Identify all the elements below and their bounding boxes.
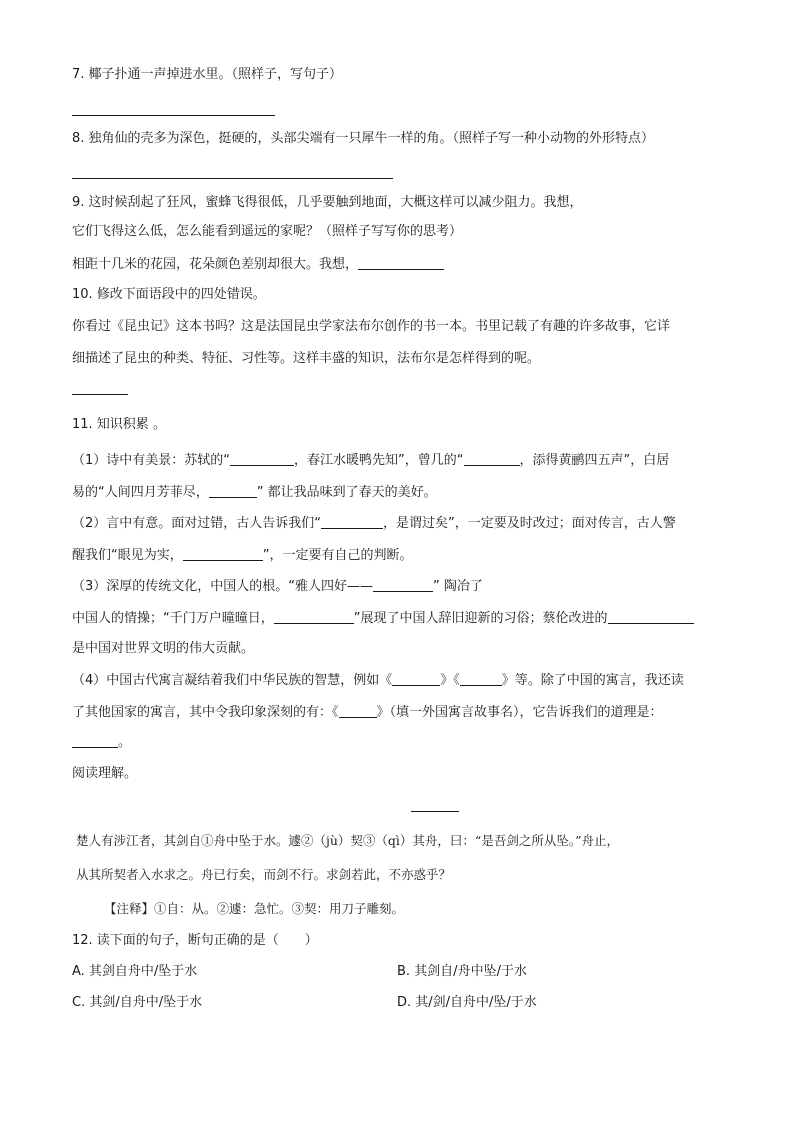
- blank-q11-3c[interactable]: [608, 610, 694, 624]
- question-10-para1: 你看过《昆虫记》这本书吗？这是法国昆虫学家法布尔创作的书一本。书里记载了有趣的许多故事，它详: [72, 319, 671, 334]
- question-10-para2: 细描述了昆虫的种类、特征、习性等。这样丰盛的知识，法布尔是怎样得到的呢。: [72, 351, 541, 366]
- question-12-stem: 12. 读下面的句子，断句正确的是（ ）: [72, 933, 318, 948]
- blank-q11-2a[interactable]: [321, 515, 383, 529]
- answer-line-q7[interactable]: [72, 115, 275, 116]
- blank-q11-3b[interactable]: [274, 610, 354, 624]
- blank-q11-2b[interactable]: [183, 547, 263, 561]
- blank-q9[interactable]: [358, 256, 444, 270]
- blank-q11-1c[interactable]: [209, 484, 257, 498]
- blank-q11-1a[interactable]: [230, 452, 294, 466]
- blank-q11-1b[interactable]: [464, 452, 520, 466]
- blank-q11-4a[interactable]: [392, 672, 440, 686]
- answer-line-q8[interactable]: [72, 178, 393, 179]
- question-11-part1-line2: 易的“人间四月芳菲尽， ” 都让我品味到了春天的美好。: [72, 485, 437, 500]
- option-c[interactable]: C. 其剑/自舟中/坠于水: [72, 995, 203, 1010]
- question-7: 7. 椰子扑通一声掉进水里。（照样子，写句子）: [72, 67, 343, 82]
- blank-q11-4b[interactable]: [460, 672, 502, 686]
- question-11-part4-line1: （4）中国古代寓言凝结着我们中华民族的智慧，例如《 》《 》等。除了中国的寓言，我还读: [72, 673, 684, 688]
- option-d[interactable]: D. 其/剑/自舟中/坠/于水: [397, 995, 537, 1010]
- question-11-part2-line1: （2）言中有意。面对过错，古人告诉我们“ ，是谓过矣”，一定要及时改过；面对传言，古人警: [72, 516, 676, 531]
- question-11-part3-line1: （3）深厚的传统文化，中国人的根。“雅人四好—— ” 陶冶了: [72, 579, 483, 594]
- question-11-part3-line2: 中国人的情操；“千门万户曈曈日， ”展现了中国人辞旧迎新的习俗；蔡伦改进的: [72, 610, 694, 628]
- question-11-title: 11. 知识积累 。: [72, 417, 166, 432]
- blank-q11-4d[interactable]: [72, 734, 118, 748]
- reading-passage-line2: 从其所契者入水求之。舟已行矣，而剑不行。求剑若此，不亦惑乎？: [76, 867, 452, 882]
- blank-q11-3a[interactable]: [373, 578, 433, 592]
- passage-title-line: [411, 811, 459, 812]
- question-9-line3: 相距十几米的花园，花朵颜色差别却很大。我想，: [72, 256, 444, 274]
- question-9-line2: 它们飞得这么低，怎么能看到遥远的家呢？（照样子写写你的思考）: [72, 224, 463, 239]
- question-11-part4-line3: 。: [72, 734, 131, 752]
- question-11-part3-line3: 是中国对世界文明的伟大贡献。: [72, 641, 255, 656]
- question-10-title: 10. 修改下面语段中的四处错误。: [72, 287, 266, 302]
- reading-heading: 阅读理解。: [72, 766, 138, 781]
- blank-q11-4c[interactable]: [339, 704, 377, 718]
- reading-passage-line1: 楚人有涉江者，其剑自①舟中坠于水。遽②（jù）契③（qì）其舟，曰：“是吾剑之所从坠。”舟止，: [76, 833, 619, 848]
- question-11-part2-line2: 醒我们“眼见为实， ”，一定要有自己的判断。: [72, 548, 413, 563]
- option-a[interactable]: A. 其剑自舟中/坠于水: [72, 964, 198, 979]
- answer-line-q10[interactable]: [72, 394, 128, 395]
- question-11-part4-line2: 了其他国家的寓言，其中令我印象深刻的有：《 》（填一外国寓言故事名），它告诉我们的道理是：: [72, 705, 663, 720]
- reading-notes: 【注释】①自：从。②遽：急忙。③契：用刀子雕刻。: [104, 901, 405, 916]
- option-b[interactable]: B. 其剑自/舟中坠/于水: [397, 964, 527, 979]
- question-11-part1-line1: （1）诗中有美景：苏轼的“ ，春江水暖鸭先知”，曾几的“ ，添得黄鹂四五声”，白居: [72, 453, 670, 468]
- question-8: 8. 独角仙的壳多为深色，挺硬的，头部尖端有一只犀牛一样的角。（照样子写一种小动物的外形特点）: [72, 131, 655, 146]
- question-9-line1: 9. 这时候刮起了狂风，蜜蜂飞得很低，几乎要触到地面，大概这样可以减少阻力。我想，: [72, 195, 583, 210]
